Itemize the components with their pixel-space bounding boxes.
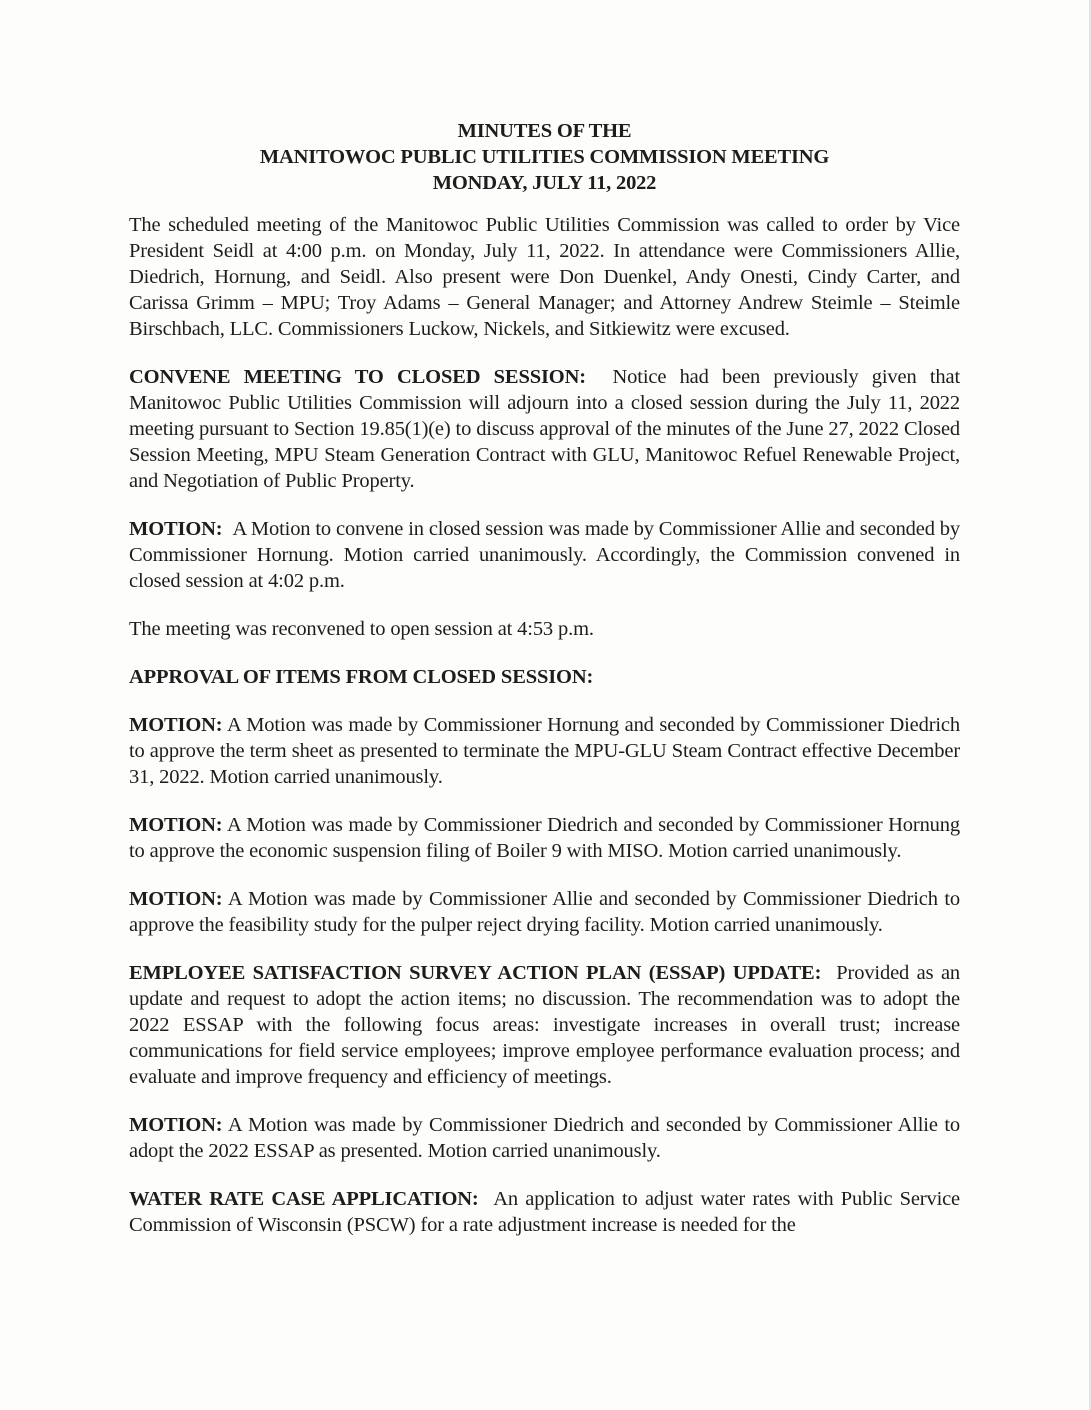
essap-text: Provided as an update and request to adopt the action items; no discussion. The recommendation was to adopt the 2022 ESSAP with the following focus areas: investigate increases in overall trust; increase communications for field service employees; improve employee performance evaluation process; and evaluate and improve frequency and efficiency of meetings. bbox=[129, 962, 960, 1088]
motion-pulper bbox=[129, 886, 960, 938]
motion-text: A Motion was made by Commissioner Hornung and seconded by Commissioner Diedrich to approve the term sheet as presented to terminate the MPU-GLU Steam Contract effective December 31, 2022. Motion carried unanimously. bbox=[129, 714, 960, 788]
water-rate-text: An application to adjust water rates with Public Service Commission of Wisconsin (PSCW) for a rate adjustment increase is needed for the bbox=[129, 1188, 961, 1236]
essap-heading: EMPLOYEE SATISFACTION SURVEY ACTION PLAN (ESSAP) UPDATE: bbox=[129, 962, 822, 984]
title-line-1: MINUTES OF THE bbox=[457, 120, 632, 142]
motion-heading: MOTION: bbox=[129, 888, 223, 910]
document-title bbox=[129, 118, 960, 196]
approval-heading: APPROVAL OF ITEMS FROM CLOSED SESSION: bbox=[129, 666, 594, 688]
water-rate-heading: WATER RATE CASE APPLICATION: bbox=[129, 1188, 479, 1210]
motion-essap bbox=[129, 1112, 960, 1164]
water-rate-section bbox=[129, 1186, 960, 1238]
convene-section bbox=[129, 364, 960, 494]
reconvene-paragraph: The meeting was reconvened to open session at 4:53 p.m. bbox=[129, 618, 594, 640]
convene-text: Notice had been previously given that Manitowoc Public Utilities Commission will adjourn into a closed session during the July 11, 2022 meeting pursuant to Section 19.85(1)(e) to discuss approval of the minutes of the June 27, 2022 Closed Session Meeting, MPU Steam Generation Contract with GLU, Manitowoc Refuel Renewable Project, and Negotiation of Public Property. bbox=[129, 366, 960, 492]
motion-text: A Motion to convene in closed session was made by Commissioner Allie and seconded by Commissioner Hornung. Motion carried unanimously. Accordingly, the Commission convened in closed session at 4:02 p.m. bbox=[129, 518, 961, 592]
title-line-2: MANITOWOC PUBLIC UTILITIES COMMISSION MEETING bbox=[259, 146, 830, 168]
motion-heading: MOTION: bbox=[129, 518, 223, 540]
motion-boiler bbox=[129, 812, 960, 864]
motion-text: A Motion was made by Commissioner Diedrich and seconded by Commissioner Hornung to approve the economic suspension filing of Boiler 9 with MISO. Motion carried unanimously. bbox=[129, 814, 960, 862]
motion-convene bbox=[129, 516, 960, 594]
title-line-3: MONDAY, JULY 11, 2022 bbox=[432, 172, 657, 194]
essap-section bbox=[129, 960, 960, 1090]
intro-paragraph: The scheduled meeting of the Manitowoc Public Utilities Commission was called to order by Vice President Seidl at 4:00 p.m. on Monday, July 11, 2022. In attendance were Commissioners Allie, Diedrich, Hornung, and Seidl. Also present were Don Duenkel, Andy Onesti, Cindy Carter, and Carissa Grimm – MPU; Troy Adams – General Manager; and Attorney Andrew Steimle – Steimle Birschbach, LLC. Commissioners Luckow, Nickels, and Sitkiewitz were excused. bbox=[129, 214, 960, 340]
convene-heading: CONVENE MEETING TO CLOSED SESSION: bbox=[129, 366, 586, 388]
motion-heading: MOTION: bbox=[129, 814, 223, 836]
motion-heading: MOTION: bbox=[129, 1114, 223, 1136]
motion-steam-contract bbox=[129, 712, 960, 790]
motion-heading: MOTION: bbox=[129, 714, 223, 736]
motion-text: A Motion was made by Commissioner Allie and seconded by Commissioner Diedrich to approve the feasibility study for the pulper reject drying facility. Motion carried unanimously. bbox=[129, 888, 960, 936]
motion-text: A Motion was made by Commissioner Diedrich and seconded by Commissioner Allie to adopt the 2022 ESSAP as presented. Motion carried unanimously. bbox=[129, 1114, 960, 1162]
